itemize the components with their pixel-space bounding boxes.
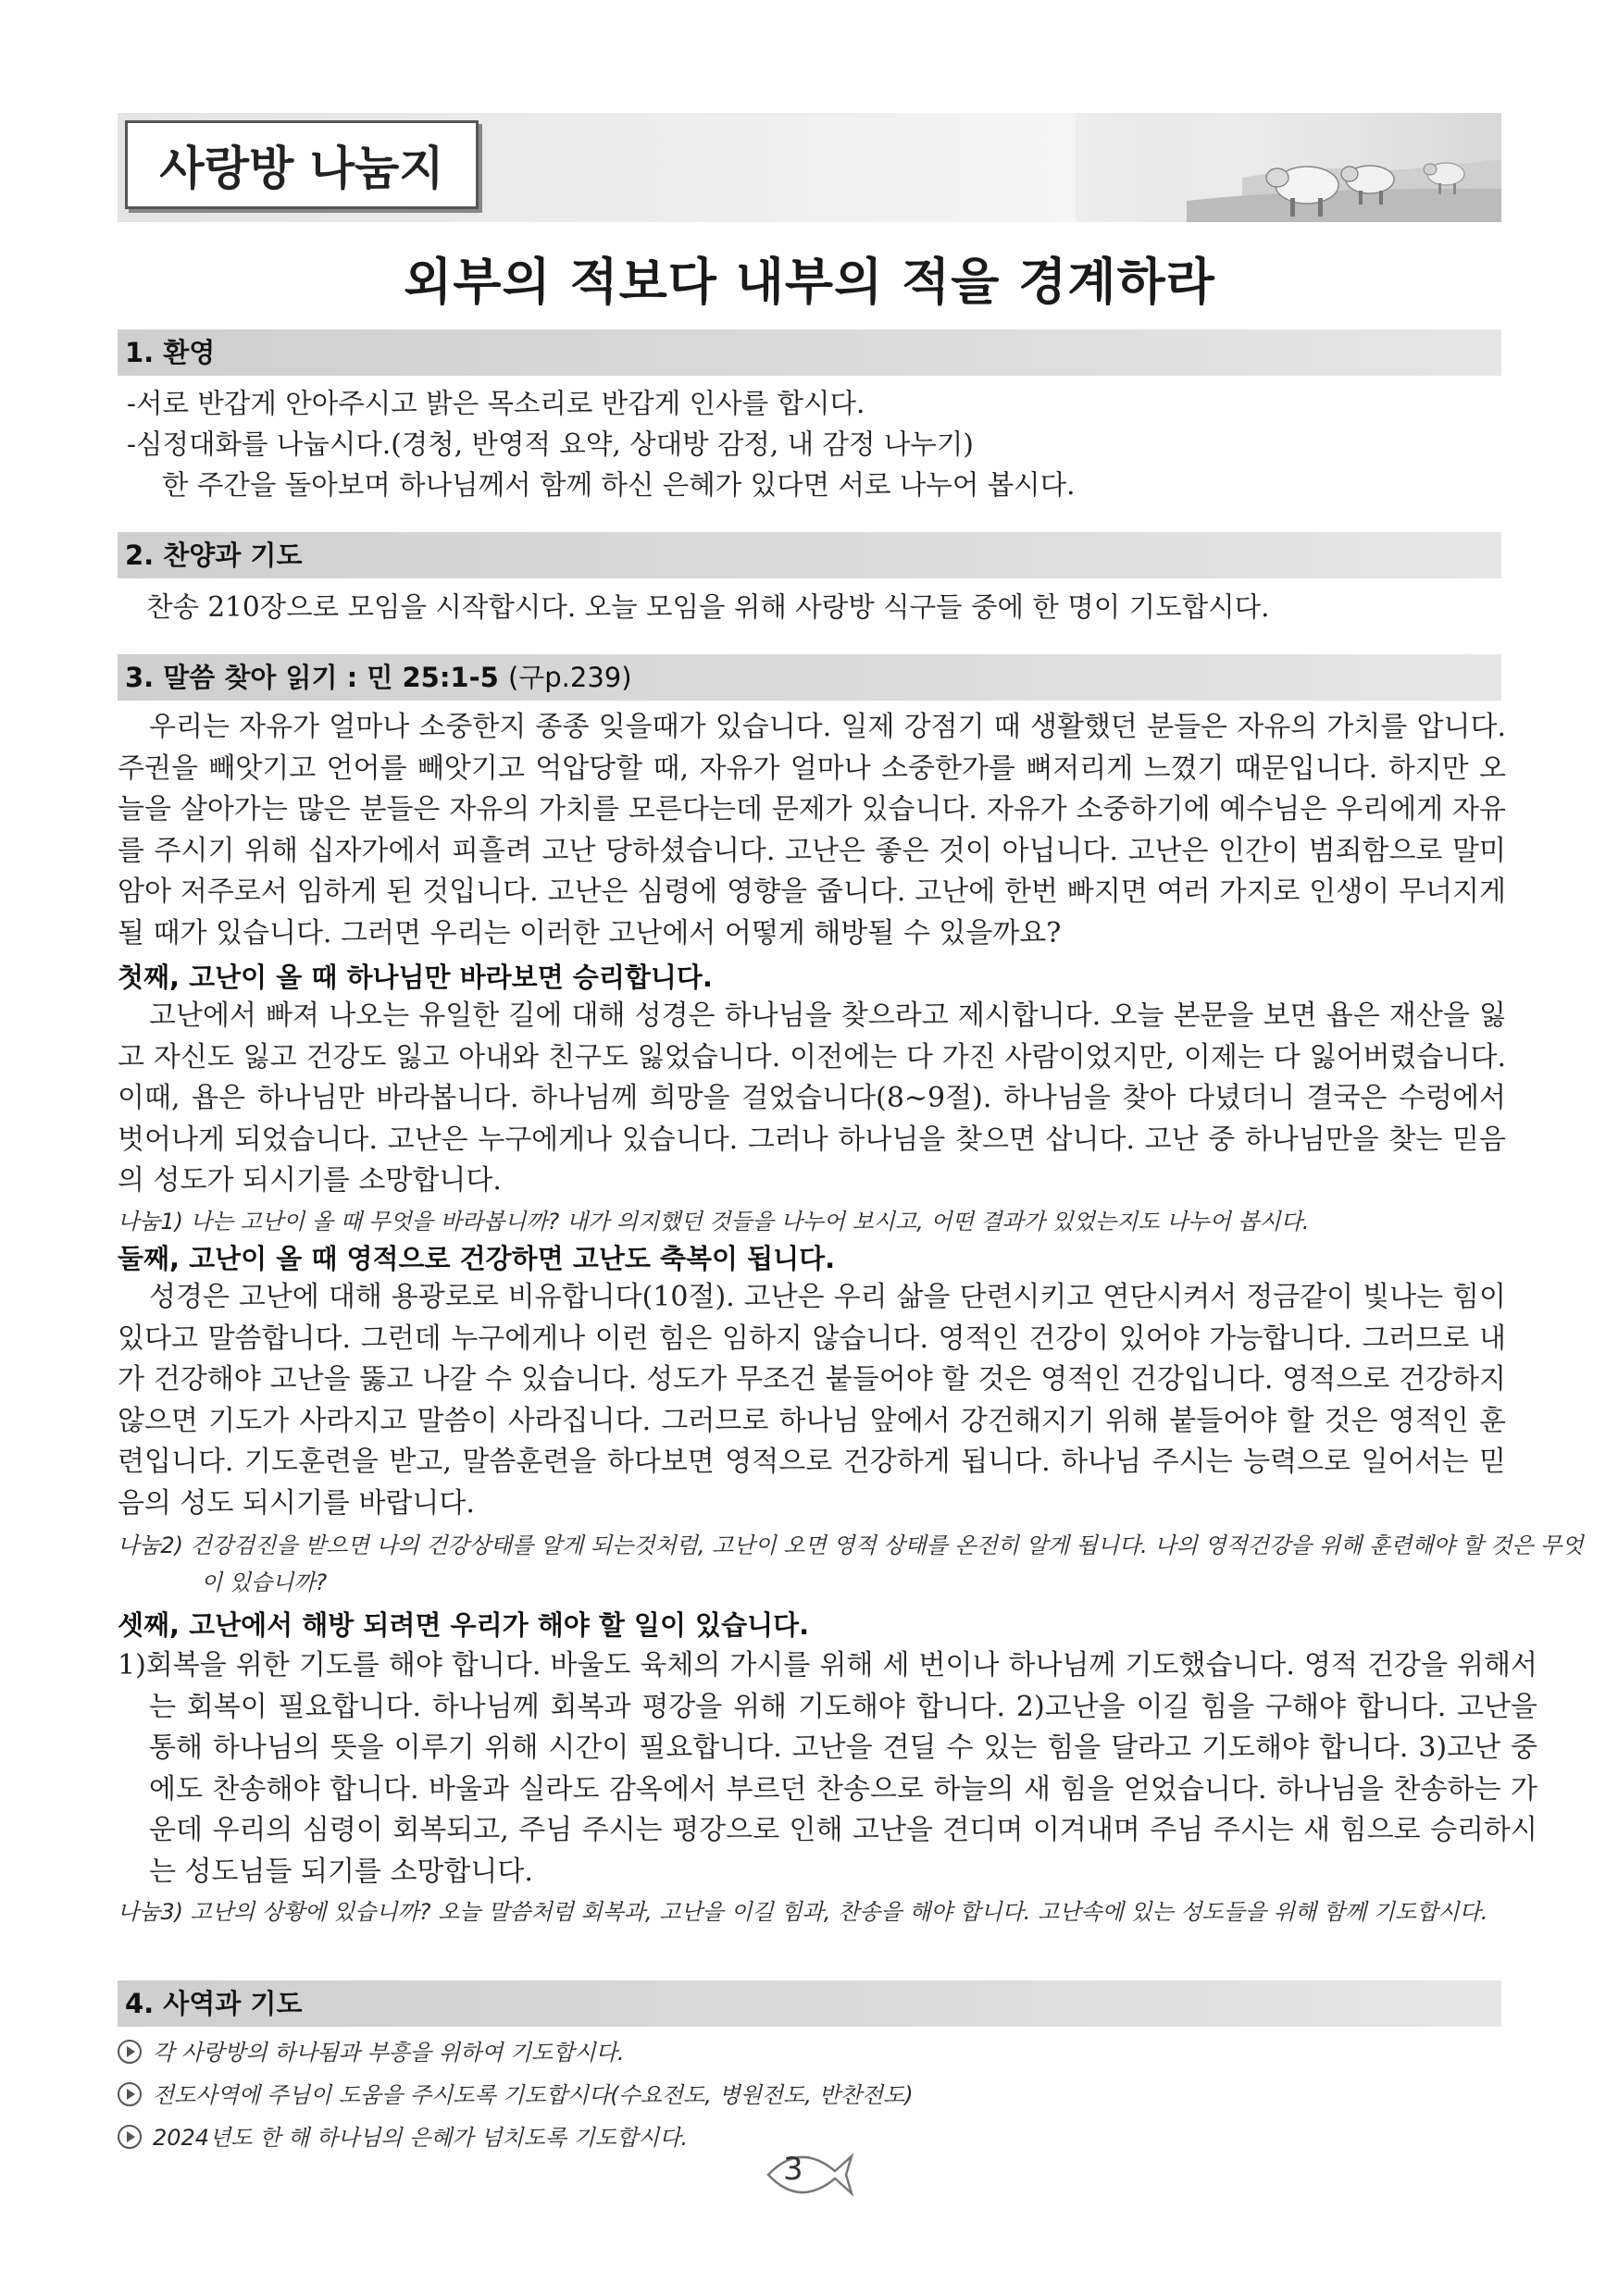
header-banner [118,113,1501,222]
circle-arrow-icon [118,2125,142,2149]
point1-body: 고난에서 빠져 나오는 유일한 길에 대해 성경은 하나님을 찾으라고 제시합니다. 오늘 본문을 보면 욥은 재산을 잃고 자신도 잃고 건강도 잃고 아내와 친구도 잃었습니다. 이전에는 다 가진 사람이었지만, 이제는 다 잃어버렸습니다. 이때, 욥은 하나님만 바라봅니다. 하나님께 희망을 걸었습니다(8~9절). 하나님을 찾아 다녔더니 결국은 수렁에서 벗어나게 되었습니다. 고난은 누구에게나 있습니다. 그러나 하나님을 찾으면 삽니다. 고난 중 하나님만을 찾는 믿음의 성도가 되시기를 소망합니다. [118,999,1506,1198]
ministry-item [118,2034,1413,2071]
scripture-heading-text: 3. 말씀 찾아 읽기 : 민 25:1-5 [125,662,499,693]
point3-body: 1)회복을 위한 기도를 해야 합니다. 바울도 육체의 가시를 위해 세 번이나 하나님께 기도했습니다. 영적 건강을 위해서는 회복이 필요합니다. 하나님께 회복과 평강을 위해 기도해야 합니다. 2)고난을 이길 힘을 구해야 합니다. 고난을 통해 하나님의 뜻을 이루기 위해 시간이 필요합니다. 고난을 견딜 수 있는 힘을 달라고 기도해야 합니다. 3)고난 중에도 찬송해야 합니다. 바울과 실라도 감옥에서 부르던 찬송으로 하늘의 새 힘을 얻었습니다. 하나님을 찬송하는 가운데 우리의 심령이 회복되고, 주님 주시는 평강으로 인해 고난을 견디며 이겨내며 주님 주시는 새 힘으로 승리하시는 성도님들 되기를 소망합니다. [118,1649,1537,1888]
scripture-reference: (구p.239) [507,662,632,693]
ministry-item-text: 2024년도 한 해 하나님의 은혜가 넘치도록 기도합시다. [153,2125,689,2151]
section-scripture-heading [118,654,1501,701]
sheep-photo [1076,113,1501,222]
circle-arrow-icon [118,2082,142,2106]
point2-body: 성경은 고난에 대해 용광로로 비유합니다(10절). 고난은 우리 삶을 단련시키고 연단시켜서 정금같이 빛나는 힘이 있다고 말씀합니다. 그런데 누구에게나 이런 힘은 임하지 않습니다. 영적인 건강이 있어야 가능합니다. 그러므로 내가 건강해야 고난을 뚫고 나갈 수 있습니다. 성도가 무조건 붙들어야 할 것은 영적인 건강입니다. 영적으로 건강하지 않으면 기도가 사라지고 말씀이 사라집니다. 그러므로 하나님 앞에서 강건해지기 위해 붙들어야 할 것은 영적인 훈련입니다. 기도훈련을 받고, 말씀훈련을 하다보면 영적으로 건강하게 됩니다. 하나님 주시는 능력으로 일어서는 믿음의 성도 되시기를 바랍니다. [118,1281,1506,1520]
page-title: 외부의 적보다 내부의 적을 경계하라 [404,253,1215,311]
praise-text: 찬송 210장으로 모임을 시작합시다. 오늘 모임을 위해 사랑방 식구들 중에 한 명이 기도합시다. [146,591,1270,623]
welcome-line-2: -심정대화를 나눕시다.(경청, 반영적 요약, 상대방 감정, 내 감정 나누기) [127,428,974,460]
header-label: 사랑방 나눔지 [125,120,479,209]
point2-heading: 둘째, 고난이 올 때 영적으로 건강하면 고난도 축복이 됩니다. [118,1243,836,1274]
point3-note: 나눔3) 고난의 상황에 있습니까? 오늘 말씀처럼 회복과, 고난을 이길 힘과, 찬송을 해야 합니다. 고난속에 있는 성도들을 위해 함께 기도합시다. [118,1899,1488,1925]
section-welcome-heading: 1. 환영 [118,329,1501,376]
point2-note: 나눔2) 건강검진을 받으면 나의 건강상태를 알게 되는것처럼, 고난이 오면 영적 상태를 온전히 알게 됩니다. 나의 영적건강을 위해 훈련해야 할 것은 무엇이 있습니까? [118,1533,1584,1595]
point1-note: 나눔1) 나는 고난이 올 때 무엇을 바라봅니까? 내가 의지했던 것들을 나누어 보시고, 어떤 결과가 있었는지도 나누어 봅시다. [118,1209,1310,1235]
page-number-text: 3 [783,2151,803,2188]
welcome-line-1: -서로 반갑게 안아주시고 밝은 목소리로 반갑게 인사를 합시다. [127,388,865,419]
point3-heading: 셋째, 고난에서 해방 되려면 우리가 해야 할 일이 있습니다. [118,1609,810,1641]
section-praise-heading: 2. 찬양과 기도 [118,532,1501,578]
circle-arrow-icon [118,2040,142,2064]
ministry-item [118,2077,1413,2114]
point1-heading: 첫째, 고난이 올 때 하나님만 바라보면 승리합니다. [118,962,713,993]
page-number [763,2147,855,2203]
fish-icon [763,2147,855,2203]
welcome-line-3: 한 주간을 돌아보며 하나님께서 함께 하신 은혜가 있다면 서로 나누어 봅시다. [162,469,1076,501]
ministry-item-text: 각 사랑방의 하나됨과 부흥을 위하여 기도합시다. [153,2040,625,2066]
scripture-intro: 우리는 자유가 얼마나 소중한지 종종 잊을때가 있습니다. 일제 강점기 때 생활했던 분들은 자유의 가치를 압니다. 주권을 빼앗기고 언어를 빼앗기고 억압당할 때, 자유가 얼마나 소중한가를 뼈저리게 느꼈기 때문입니다. 하지만 오늘을 살아가는 많은 분들은 자유의 가치를 모른다는데 문제가 있습니다. 자유가 소중하기에 예수님은 우리에게 자유를 주시기 위해 십자가에서 피흘려 고난 당하셨습니다. 고난은 좋은 것이 아닙니다. 고난은 인간이 범죄함으로 말미암아 저주로서 임하게 된 것입니다. 고난은 심령에 영향을 줍니다. 고난에 한번 빠지면 여러 가지로 인생이 무너지게 될 때가 있습니다. 그러면 우리는 이러한 고난에서 어떻게 해방될 수 있을까요? [118,711,1506,949]
ministry-item-text: 전도사역에 주님이 도움을 주시도록 기도합시다(수요전도, 병원전도, 반찬전도) [153,2082,914,2108]
section-ministry-heading: 4. 사역과 기도 [118,1980,1501,2027]
